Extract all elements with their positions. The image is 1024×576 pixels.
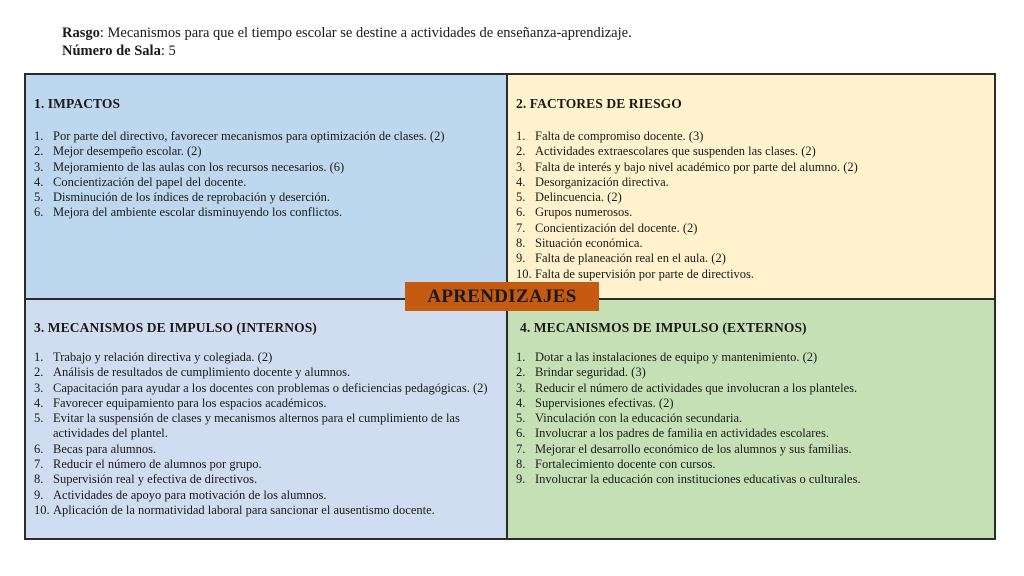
- list-item: [34, 205, 506, 220]
- item-number: 10.: [34, 502, 50, 517]
- list-item: [516, 396, 994, 411]
- list-item: [516, 129, 994, 144]
- rasgo-line: [62, 24, 962, 42]
- list-item: [516, 144, 994, 159]
- item-text: Falta de planeación real en el aula. (2): [535, 251, 726, 266]
- quadrant-mecanismos-externos: [507, 299, 995, 539]
- list-item: [34, 175, 506, 190]
- item-number: 6.: [516, 205, 526, 220]
- item-number: 4.: [516, 174, 526, 189]
- item-text: Involucrar a los padres de familia en actividades escolares.: [535, 426, 829, 441]
- list-item: [516, 221, 994, 236]
- item-text: Reducir el número de actividades que involucran a los planteles.: [535, 380, 858, 395]
- list-item: [34, 190, 506, 205]
- item-number: 10.: [516, 266, 532, 281]
- item-text: Capacitación para ayudar a los docentes con problemas o deficiencias pedagógicas. (2): [53, 380, 488, 395]
- list-item: [34, 365, 506, 380]
- item-text: Situación económica.: [535, 236, 643, 251]
- item-text: Falta de interés y bajo nivel académico por parte del alumno. (2): [535, 159, 858, 174]
- item-number: 7.: [34, 457, 44, 472]
- list-item: [34, 442, 506, 457]
- item-number: 9.: [34, 487, 44, 502]
- list-item: [34, 144, 506, 159]
- item-number: 1.: [516, 350, 526, 364]
- list-item: [34, 350, 506, 365]
- item-text: Trabajo y relación directiva y colegiada. (2): [53, 350, 273, 364]
- item-number: 4.: [516, 395, 526, 410]
- item-text: Brindar seguridad. (3): [535, 365, 646, 380]
- list-item: [34, 488, 506, 503]
- item-list: [516, 350, 994, 488]
- item-text: Por parte del directivo, favorecer mecanismos para optimización de clases. (2): [53, 129, 445, 143]
- list-item: [516, 205, 994, 220]
- list-item: [516, 251, 994, 266]
- list-item: [516, 350, 994, 365]
- list-item: [34, 457, 506, 472]
- quadrant-title: 2. FACTORES DE RIESGO: [516, 96, 682, 111]
- sala-label: Número de Sala: [62, 43, 161, 59]
- item-number: 1.: [516, 129, 526, 143]
- list-item: [516, 472, 994, 487]
- item-text: Análisis de resultados de cumplimiento docente y alumnos.: [53, 365, 351, 380]
- item-number: 6.: [34, 441, 44, 456]
- list-item: [34, 381, 506, 396]
- list-item: [34, 396, 506, 411]
- item-number: 1.: [34, 350, 44, 364]
- item-number: 7.: [516, 220, 526, 235]
- item-text: Mejorar el desarrollo económico de los alumnos y sus familias.: [535, 441, 852, 456]
- center-label-aprendizajes: APRENDIZAJES: [405, 282, 599, 311]
- item-list: [516, 129, 994, 282]
- item-number: 9.: [516, 472, 526, 487]
- list-item: [516, 442, 994, 457]
- item-number: 8.: [516, 457, 526, 472]
- item-number: 7.: [516, 441, 526, 456]
- quadrant-mecanismos-internos: [25, 299, 507, 539]
- item-text: Falta de supervisión por parte de directivos.: [535, 266, 755, 281]
- item-list: [34, 129, 506, 221]
- item-list: [34, 350, 506, 518]
- slide-header: [62, 24, 962, 60]
- item-text: Aplicación de la normatividad laboral para sancionar el ausentismo docente.: [53, 502, 435, 517]
- item-text: Mejor desempeño escolar. (2): [53, 144, 202, 159]
- list-item: [516, 175, 994, 190]
- rasgo-label: Rasgo: [62, 25, 100, 41]
- list-item: [516, 381, 994, 396]
- list-item: [516, 411, 994, 426]
- item-text: Delincuencia. (2): [535, 190, 622, 205]
- quadrant-title: 1. IMPACTOS: [34, 96, 121, 111]
- item-text: Supervisiones efectivas. (2): [535, 395, 674, 410]
- item-number: 2.: [34, 365, 44, 380]
- item-text: Involucrar la educación con instituciones educativas o culturales.: [535, 472, 861, 487]
- item-number: 5.: [516, 190, 526, 205]
- list-item: [516, 426, 994, 441]
- item-text: Disminución de los índices de reprobación y deserción.: [53, 190, 331, 205]
- item-number: 2.: [34, 144, 44, 159]
- item-text: Evitar la suspensión de clases y mecanismos alternos para el cumplimiento de las actividades del plantel.: [53, 411, 460, 441]
- item-number: 8.: [34, 472, 44, 487]
- list-item: [516, 190, 994, 205]
- list-item: [34, 160, 506, 175]
- list-item: [516, 236, 994, 251]
- item-text: Vinculación con la educación secundaria.: [535, 411, 743, 426]
- item-number: 9.: [516, 251, 526, 266]
- quadrant-impactos: [25, 74, 507, 299]
- sala-text: : 5: [160, 43, 176, 59]
- list-item: [34, 411, 506, 442]
- item-number: 3.: [516, 380, 526, 395]
- item-number: 1.: [34, 129, 44, 143]
- item-number: 3.: [34, 159, 44, 174]
- list-item: [34, 503, 506, 518]
- quadrant-factores-de-riesgo: [507, 74, 995, 299]
- item-number: 5.: [34, 411, 44, 426]
- item-number: 2.: [516, 144, 526, 159]
- item-number: 6.: [34, 205, 44, 220]
- item-text: Favorecer equipamiento para los espacios académicos.: [53, 395, 327, 410]
- quadrant-title: 4. MECANISMOS DE IMPULSO (EXTERNOS): [520, 320, 807, 335]
- item-text: Grupos numerosos.: [535, 205, 633, 220]
- item-number: 4.: [34, 395, 44, 410]
- item-text: Desorganización directiva.: [535, 174, 669, 189]
- item-text: Falta de compromiso docente. (3): [535, 129, 704, 143]
- list-item: [516, 160, 994, 175]
- list-item: [34, 129, 506, 144]
- item-number: 5.: [34, 190, 44, 205]
- item-text: Reducir el número de alumnos por grupo.: [53, 457, 262, 472]
- item-text: Actividades extraescolares que suspenden las clases. (2): [535, 144, 816, 159]
- item-text: Becas para alumnos.: [53, 441, 157, 456]
- item-number: 3.: [516, 159, 526, 174]
- item-number: 3.: [34, 380, 44, 395]
- list-item: [34, 472, 506, 487]
- item-number: 5.: [516, 411, 526, 426]
- item-text: Mejoramiento de las aulas con los recursos necesarios. (6): [53, 159, 345, 174]
- sala-line: [62, 42, 962, 60]
- list-item: [516, 365, 994, 380]
- item-text: Concientización del docente. (2): [535, 220, 698, 235]
- item-text: Mejora del ambiente escolar disminuyendo los conflictos.: [53, 205, 343, 220]
- item-text: Supervisión real y efectiva de directivos.: [53, 472, 258, 487]
- item-text: Concientización del papel del docente.: [53, 174, 247, 189]
- list-item: [516, 457, 994, 472]
- item-text: Dotar a las instalaciones de equipo y mantenimiento. (2): [535, 350, 818, 364]
- item-text: Fortalecimiento docente con cursos.: [535, 457, 716, 472]
- item-number: 6.: [516, 426, 526, 441]
- list-item: [516, 267, 994, 282]
- item-number: 4.: [34, 174, 44, 189]
- item-number: 8.: [516, 236, 526, 251]
- quadrant-title: 3. MECANISMOS DE IMPULSO (INTERNOS): [34, 320, 317, 335]
- item-number: 2.: [516, 365, 526, 380]
- rasgo-text: : Mecanismos para que el tiempo escolar se destine a actividades de enseñanza-aprendizaje.: [99, 25, 632, 41]
- item-text: Actividades de apoyo para motivación de los alumnos.: [53, 487, 327, 502]
